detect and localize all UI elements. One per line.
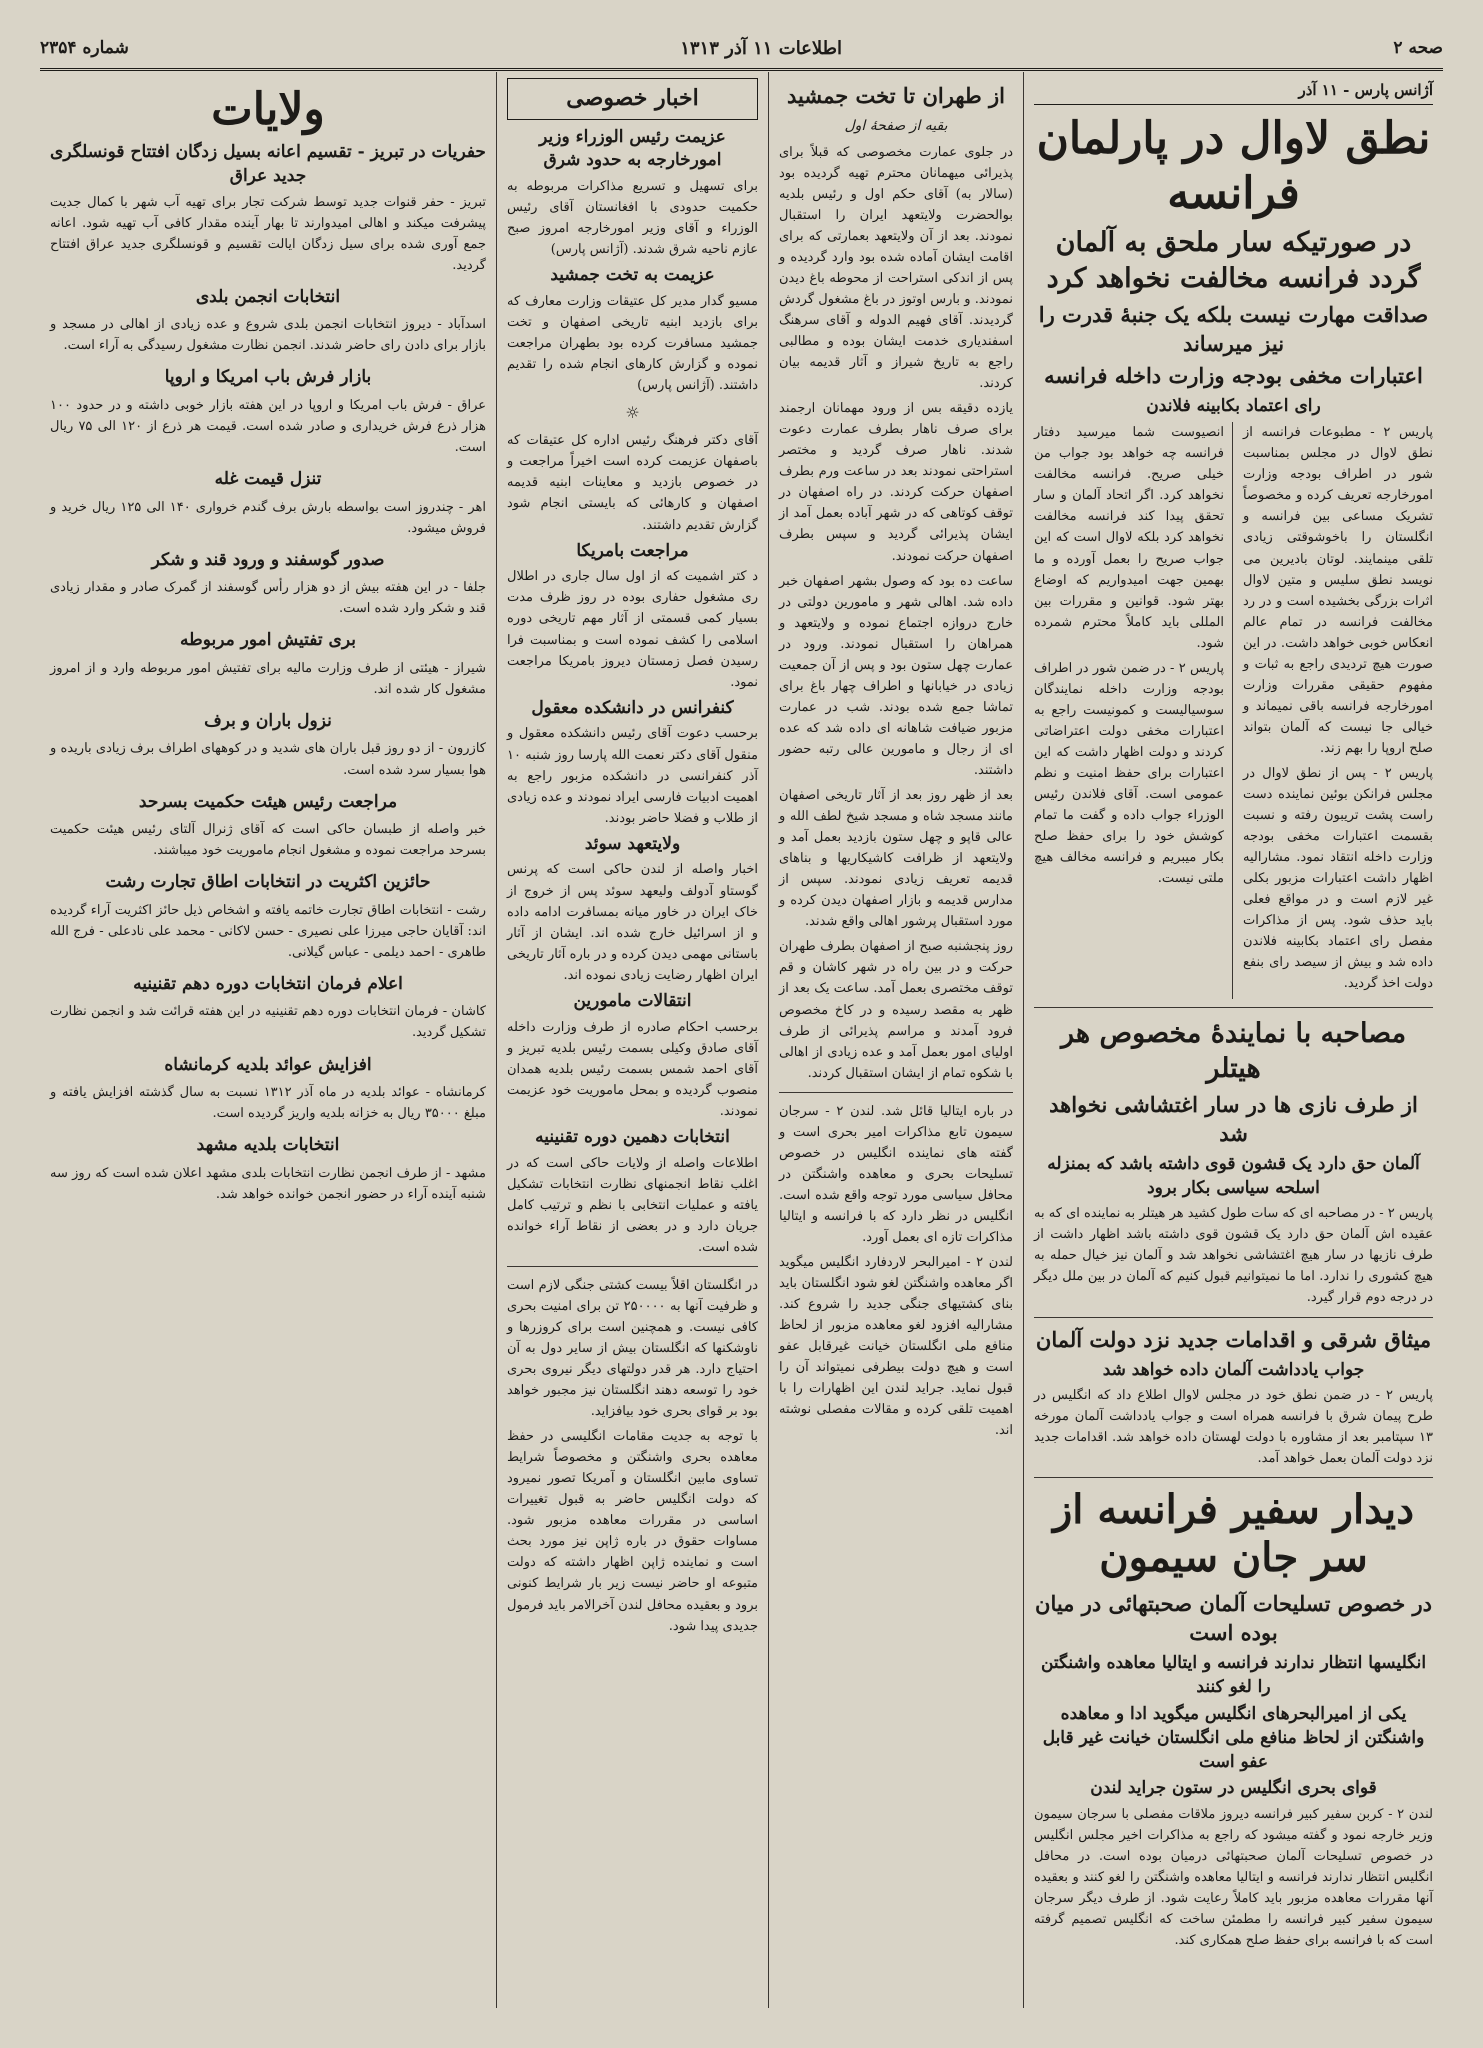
headline-rain-snow: نزول باران و برف xyxy=(204,710,332,731)
naval-continuation-2: لندن ۲ - امیرالبحر لاردفارد انگلیس میگوید اگر معاهده واشنگتن لغو شود انگلستان باید بنای کشتیهای جنگی جدید را شروع کند. مشارالیه افزود لغو معاهده مزبور از لحاظ منافع ملی انگلستان خیانت غیرقابل عفو است و هیچ دولت بیطرفی نمیتواند آن را قبول نماید. جراید لندن این اظهارات را با اهمیت تلقی کرده و مقالات مفصلی نوشته اند. xyxy=(779,1255,1013,1439)
subhead-saar: در صورتیکه سار ملحق به آلمان گردد فرانسه مخالفت نخواهد کرد xyxy=(1046,227,1421,294)
issue-number: شماره ۲۳۵۴ xyxy=(40,38,129,58)
rasht-body: رشت - انتخابات اطاق تجارت خاتمه یافته و اشخاص ذیل حائز اکثریت آراء گردیده اند: آقایان حاجی میرزا علی نصیری - حسن لاکانی - محمد علی نادعلی - فرج الله طاهری - احمد دیلمی - عباس گیلانی. xyxy=(50,902,486,960)
elections-body: اطلاعات واصله از ولایات حاکی است که در اغلب نقاط انجمنهای نظارت انتخابات تشکیل یافته و عملیات انتخابی با نظم و ترتیب کامل جریان دارد و در بعضی از نقاط آراء خوانده شده است. xyxy=(507,1155,758,1255)
headline-sweden-prince: ولایتعهد سوئد xyxy=(584,833,681,854)
section-private-news: اخبار خصوصی xyxy=(507,78,758,120)
mashhad-body: مشهد - از طرف انجمن نظارت انتخابات بلدی مشهد اعلان شده است که روز سه شنبه آینده آراء در حضور انجمن خوانده خواهد شد. xyxy=(50,1165,486,1202)
divider xyxy=(1034,1007,1433,1008)
ornament-icon: ☼ xyxy=(625,403,640,423)
headline-transfers: انتقالات مامورین xyxy=(573,990,692,1011)
municipal-body: اسدآباد - دیروز انتخابات انجمن بلدی شروع و عده زیادی از اهالی در مسجد و بازار برای دادن رای حاضر شدند. انجمن نظارت مشغول رسیدگی به آراء است. xyxy=(50,317,486,354)
ambassador-body: لندن ۲ - کربن سفیر کبیر فرانسه دیروز ملاقات مفصلی با سرجان سیمون وزیر خارجه نمود و گفته میشود که راجع به مذاکرات اخیر مجلس انگلیس در خصوص تسلیحات آلمان صحبتهائی درمیان بوده است. در محافل انگلیس انتظار ندارند فرانسه و ایتالیا معاهده واشنگتن را لغو کنند و بعقیده آنها مقررات معاهده مزبور باید کاملاً رعایت شود. از طرف دیگر سرجان سیمون سفیر کبیر فرانسه را مطمئن ساخت که انگلیس تصمیم گرفته است که با فرانسه برای حفظ صلح همکاری کند. xyxy=(1034,1807,1434,1949)
column-tehran-persepolis xyxy=(768,72,1023,2008)
subhead-army: آلمان حق دارد یک قشون قوی داشته باشد که بمنزله اسلحه سیاسی بکار برود xyxy=(1047,1153,1420,1198)
masthead-center: اطلاعات ۱۱ آذر ۱۳۱۳ xyxy=(680,37,842,59)
divider xyxy=(1034,1477,1433,1478)
pm-east-body: برای تسهیل و تسریع مذاکرات مربوطه به حکمیت حدودی با افغانستان آقای رئیس الوزراء و آقای وزیر امورخارجه امروز صبح عازم ناحیه شرق شدند. (آژانس پارس) xyxy=(507,179,758,258)
subhead-admiral: یکی از امیرالبحرهای انگلیس میگوید ادا و معاهده واشنگتن از لحاظ منافع ملی انگلستان خیانت غیر قابل عفو است xyxy=(1042,1704,1425,1772)
headline-return-america: مراجعت بامریکا xyxy=(576,540,689,561)
headline-inspection: بری تفتیش امور مربوطه xyxy=(180,630,356,651)
column-foreign-news xyxy=(1023,72,1443,2008)
eastern-pact-body: پاریس ۲ - در ضمن نطق خود در مجلس لاوال اطلاع داد که انگلیس در طرح پیمان شرق با فرانسه همراه است و جواب یادداشت آلمان مورخه ۱۳ سپتامبر بعد از مشاوره با دولت لهستان داده خواهد شد. اقدامات جدید نزد دولت آلمان بعمل خواهد آمد. xyxy=(1034,1388,1433,1467)
page-label: صحه ۲ xyxy=(1393,38,1443,58)
persepolis-body-4: بعد از ظهر روز بعد از آثار تاریخی اصفهان مانند مسجد شاه و مسجد شیخ لطف الله و عالی قاپو و چهل ستون بازدید بعمل آمد و ولایتعهد از ظرافت کاشیکاریها و بناهای قدیمه تعریف زیادی نمودند. سپس از مدارس قدیمه و بازار اصفهان دیدن کرده و مورد استقبال پرشور اهالی واقع شدند. xyxy=(779,788,1013,930)
sheep-body: جلفا - در این هفته بیش از دو هزار رأس گوسفند از گمرک صادر و مقدار زیادی قند و شکر وارد شده است. xyxy=(50,580,486,617)
headline-tehran-persepolis: از طهران تا تخت جمشید xyxy=(787,83,1005,108)
laval-article-columns xyxy=(1034,422,1433,998)
inspection-body: شیراز - هیئتی از طرف وزارت مالیه برای تفتیش امور مربوطه وارد و از امروز مشغول کار شده اند. xyxy=(50,660,486,697)
arbitration-body: خبر واصله از طبسان حاکی است که آقای ژنرال آلتای رئیس هیئت حکمیت بسرحد مراجعت نموده و مشغول انجام ماموریت خود میباشند. xyxy=(50,822,486,859)
rain-body: کازرون - از دو روز قبل باران های شدید و در کوههای اطراف برف زیادی باریده و هوا بسیار سرد شده است. xyxy=(50,741,486,778)
headline-rasht-chamber: حائزین اکثریت در انتخابات اطاق تجارت رشت xyxy=(105,872,431,893)
section-provinces: ولایات xyxy=(211,84,325,135)
subhead-armaments: در خصوص تسلیحات آلمان صحبتهائی در میان بوده است xyxy=(1035,1591,1432,1646)
kermanshah-body: کرمانشاه - عوائد بلدیه در ماه آذر ۱۳۱۲ نسبت به سال گذشته افزایش یافته و مبلغ ۳۵۰۰۰ ریال به خزانه بلدیه واریز گردیده است. xyxy=(50,1085,486,1122)
divider xyxy=(507,1266,758,1267)
subhead-naval-forces: قوای بحری انگلیس در ستون جراید لندن xyxy=(1090,1778,1377,1799)
headline-sheep-export: صدور گوسفند و ورود قند و شکر xyxy=(151,549,385,570)
headline-conference: کنفرانس در دانشکده معقول xyxy=(531,697,734,718)
headline-grain-price: تنزل قیمت غله xyxy=(214,469,322,490)
antiquities-body: آقای دکتر فرهنگ رئیس اداره کل عتیقات که باصفهان عزیمت کرده است اخیراً مراجعت و در خصوص بازدید و معاینات ابنیه قدیمه اصفهان و کارهائی که بایستی انجام شود گزارش تقدیم داشتند. xyxy=(507,433,758,533)
trip-body: مسیو گدار مدیر کل عتیقات وزارت معارف که برای بازدید ابنیه تاریخی اصفهان و تخت جمشید مسافرت کرده بود بطهران مراجعت نموده و گزارش کارهای انجام شده را تقدیم داشتند. (آژانس پارس) xyxy=(507,294,758,394)
headline-eastern-pact: میثاق شرقی و اقدامات جدید نزد دولت آلمان xyxy=(1035,1326,1432,1352)
laval-body-3: پاریس ۲ - پس از نطق لاوال در مجلس فرانکن بوئین نماینده دست راست پشت تریبون رفته و نسبت بقسمت اعتبارات مخفی بودجه وزارت داخله انتقاد نمود. مشارالیه اظهار داشت اعتبارات مزبور بکلی غیر لازم است و در مواقع فعلی باید حذف شود. پس از مذاکرات مفصل رای اعتماد بکابینه فلاندن داده شد و بیش از سیصد رای بنفع دولت اخذ گردید. xyxy=(1243,766,1433,992)
headline-pm-east: عزیمت رئیس الوزراء وزیر امورخارجه به حدود شرق xyxy=(539,126,726,171)
transfers-body: برحسب احکام صادره از طرف وزارت داخله آقای صادق وکیلی بسمت رئیس بلدیه تبریز و آقای احمد شمس بسمت رئیس بلدیه همدان منصوب گردیده و بمحل ماموریت خود عزیمت نمودند. xyxy=(507,1019,758,1119)
decree-body: کاشان - فرمان انتخابات دوره دهم تقنینیه در این هفته قرائت شد و انجمن نظارت تشکیل گردید. xyxy=(50,1004,486,1041)
subhead-nazi-saar: از طرف نازی ها در سار اغتشاشی نخواهد شد xyxy=(1049,1091,1418,1146)
column-private-news xyxy=(496,72,768,2008)
hitler-body: پاریس ۲ - در مصاحبه ای که سات طول کشید هر هیتلر به نماینده ای که به عقیده اش آلمان حق دارد یک قشون قوی داشته باشد اظهار داشت از طرف نازیها در سار هیچ اغتشاشی نخواهد شد و آلمان نیز خیال حمله به هیچ کشوری را ندارد. اما ما نمیتوانیم قبول کنیم که آلمان در بین ملل دیگر در درجه دوم قرار گیرد. xyxy=(1034,1206,1433,1306)
naval-body-1: در انگلستان اقلاً بیست کشتی جنگی لازم است و ظرفیت آنها به ۲۵۰۰۰۰ تن برای امنیت بحری کافی نیست. و همچنین است برای کروزرها و ناوشکنها که انگلستان بیش از سایر دول به آن احتیاج دارد. هر قدر دولتهای دیگر نیروی بحری خود را توسعه دهند انگلستان نیز مجبور خواهد بود بر قوای بحری خود بیافزاید. xyxy=(507,1277,759,1420)
persepolis-body-3: ساعت ده بود که وصول بشهر اصفهان خبر داده شد. اهالی شهر و مامورین دولتی در خارج دروازه اجتماع نموده و ولایتعهد و همراهان را استقبال نمودند. ورود در عمارت چهل ستون بود و پس از آن جمعیت زیادی در خیابانها و اطراف چهار باغ برای تماشا جمع شده بودند. شب در عمارت مزبور ضیافت شاهانه ای داده شد که عده ای از رجال و مامورین عالی رتبه حضور داشتند. xyxy=(779,573,1013,778)
conference-body: برحسب دعوت آقای رئیس دانشکده معقول و منقول آقای دکتر نعمت الله پارسا روز شنبه ۱۰ آذر کنفرانسی در دانشکده مزبور راجع به اهمیت ادبیات فارسی ایراد نمودند و عده زیادی از طلاب و فضلا حاضر بودند. xyxy=(507,726,758,826)
persepolis-body-5: روز پنجشنبه صبح از اصفهان بطرف طهران حرکت و در بین راه در شهر کاشان و قم توقف مختصری بعمل آمد. ساعت یک بعد از ظهر به مقصد رسیده و در کاخ مخصوص فرود آمدند و مراسم پذیرائی از طرف اولیای امور بعمل آمد و عده زیادی از اهالی با شکوه تمام از ایشان استقبال کردند. xyxy=(779,939,1013,1081)
laval-body-1: پاریس ۲ - مطبوعات فرانسه از نطق لاوال در مجلس بمناسبت شور در اطراف بودجه وزارت امورخارجه تعریف کرده و مخصوصاً تشریک مساعی بین فرانسه و انگلستان را باخوشوقتی زیادی تلقی مینمایند. لوتان بادیرین می نویسد نطق سلیس و متین لاوال اثرات بزرگی بخشیده است و در رد مخالفت فرانسه در تمام عالم انعکاس خوبی خواهد داشت. در این صورت هیچ تردیدی راجع به ثبات و مفهوم حقیقی مقررات وزارت امورخارجه فرانسه باقی نمیماند و خیالی جا نیست که آلمان بتواند صلح اروپا را بهم زند. xyxy=(1243,425,1433,756)
divider xyxy=(1034,1317,1433,1318)
subhead-budget: اعتبارات مخفی بودجه وزارت داخله فرانسه xyxy=(1044,363,1423,389)
sweden-body: اخبار واصله از لندن حاکی است که پرنس گوستاو آدولف ولیعهد سوئد پس از خروج از خاک ایران در خاور میانه بمسافرت ادامه داده و از اسرائیل خارج شده اند. ایشان از آثار باستانی مهمی دیدن کرده و در باره آثار تاریخی ایران اظهار رضایت زیادی نموده اند. xyxy=(507,862,758,983)
persepolis-body-2: یازده دقیقه بس از ورود مهمانان ارجمند برای صرف ناهار بطرف عمارت دعوت شدند. ناهار صرف گردید و مختصر استراحتی نمودند بعد در ساعت ورم بطرف اصفهان حرکت کردند. در راه اصفهان در توقف کوتاهی که در شهر آباده بعمل آمد از ایشان پذیرائی گردید و سپس بطرف اصفهان حرکت نمودند. xyxy=(779,401,1013,564)
headline-laval: نطق لاوال در پارلمان فرانسه xyxy=(1036,113,1431,220)
naval-body-2: با توجه به جدیت مقامات انگلیسی در حفظ معاهده بحری واشنگتن و مخصوصاً شرایط تساوی مابین انگلستان و آمریکا تصور نمیرود که دولت انگلیس حاضر به قبول تغییرات اساسی در مقررات معاهده مزبور شود. مساوات حقوق در باره ژاپن نیز مورد بحث است و نماینده ژاپن اظهار داشته که دولت متبوعه او حاضر نیست زیر بار شرایط کنونی برود و بعقیده محافل لندن آخرالامر باید فرمول جدیدی پیدا شود. xyxy=(507,1429,758,1634)
carpet-body: عراق - فرش باب امریکا و اروپا در این هفته بازار خوبی داشته و در حدود ۱۰۰ هزار ذرع فرش خریداری و صادر شده است. قیمت هر ذرع از ۱۲۰ الی ۷۵ ریال است. xyxy=(50,397,486,456)
headline-elections: انتخابات دهمین دوره تقنینیه xyxy=(535,1126,730,1147)
naval-continuation-1: در باره ایتالیا قائل شد. لندن ۲ - سرجان سیمون تابع مذاکرات امیر بحری است و گفته های نماینده انگلیس در خصوص تسلیحات بحری و معاهده واشنگتن در محافل سیاسی مورد توجه واقع شده است. انگلیس در نظر دارد که با فرانسه و ایتالیا مذاکرات تازه ای بعمل آورد. xyxy=(779,1103,1013,1245)
divider xyxy=(779,1092,1013,1093)
headline-ambassador: دیدار سفیر فرانسه از سر جان سیمون xyxy=(1052,1486,1415,1582)
continuation-note: بقیه از صفحهٔ اول xyxy=(844,117,948,134)
headline-trip-persepolis: عزیمت به تخت جمشید xyxy=(550,265,715,286)
headline-mashhad-elections: انتخابات بلدیه مشهد xyxy=(196,1135,340,1156)
headline-kermanshah-revenue: افزایش عوائد بلدیه کرمانشاه xyxy=(164,1054,372,1075)
grain-body: اهر - چندروز است بواسطه بارش برف گندم خرواری ۱۴۰ الی ۱۲۵ ریال خرید و فروش میشود. xyxy=(50,499,486,536)
subhead-sincerity: صداقت مهارت نیست بلکه یک جنبهٔ قدرت را نیز میرساند xyxy=(1038,301,1429,356)
headline-election-decree: اعلام فرمان انتخابات دوره دهم تقنینیه xyxy=(133,973,403,994)
headline-arbitration: مراجعت رئیس هیئت حکمیت بسرحد xyxy=(138,791,398,812)
subhead-washington-treaty: انگلیسها انتظار ندارند فرانسه و ایتالیا معاهده واشنگتن را لغو کنند xyxy=(1040,1653,1427,1698)
headline-hitler-interview: مصاحبه با نمایندهٔ مخصوص هر هیتلر xyxy=(1060,1017,1407,1085)
masthead xyxy=(40,28,1443,71)
laval-body-2: انصیوست شما میرسید دفتار فرانسه چه خواهد بود جواب من خیلی صریح. فرانسه مخالفت نخواهد کرد. اگر اتحاد آلمان و سار تحقق پیدا کند فرانسه مخالفت نخواهد کرد بلکه لاوال است که این جواب صریح را بعمل آورده و ما بهمین جهت امیدواریم که اوضاع بهتر شود. قوانین و مقررات بین المللی باید کاملاً محترم شمرده شود. xyxy=(1034,425,1224,651)
tabriz-body: تبریز - حفر قنوات جدید توسط شرکت تجار برای تهیه آب شهر با کمال جدیت پیشرفت میکند و اهالی امیدوارند تا بهار آینده مقدار کافی آب تهیه شود. اعانه جمع آوری شده برای سیل زدگان ایالت تقسیم و قونسلگری جدید عراق افتتاح گردید. xyxy=(50,194,486,273)
agency-strap: آژانس پارس - ۱۱ آذر xyxy=(1034,78,1433,105)
headline-tabriz: حفریات در تبریز - تقسیم اعانه بسیل زدگان افتتاح قونسلگری جدید عراق xyxy=(50,142,486,186)
america-body: د کتر اشمیت که از اول سال جاری در اطلال ری مشغول حفاری بوده در روز ظرف مدت بسیار کمی قسمتی از آثار مهم تاریخی دوره اسلامی را کشف نموده است و بمناسبت فرا رسیدن فصل زمستان دیروز بامریکا مراجعت نمود. xyxy=(507,569,758,690)
persepolis-body-1: در جلوی عمارت مخصوصی که قبلاً برای پذیرائی میهمانان محترم تهیه گردیده بود (سالار به) آقای حکم اول و رئیس بلدیه بوالحضرت ولایتعهد ایران را استقبال نمودند. بعد از آن ولایتعهد بعمارتی که برای اقامت ایشان آماده شده بود وارد گردیده و پس از اندکی استراحت از محوطه باغ دیدن نمودند. و بارس اوتوز در باغ مشغول گردش گردیدند. آقای فهیم الدوله و آقای سرهنگ اسفندیاری خدمت ایشان بوده و مطالبی راجع به تاریخ شیراز و آثار قدیمه بیان کردند. xyxy=(779,144,1013,392)
column-provinces xyxy=(40,72,496,2008)
subhead-german-note: جواب یادداشت آلمان داده خواهد شد xyxy=(1102,1359,1365,1380)
laval-body-4: پاریس ۲ - در ضمن شور در اطراف بودجه وزارت داخله نمایندگان سوسیالیست و کمونیست راجع به اعتبارات مخفی دولت اعتراضاتی کردند و دولت اظهار داشت که این اعتبارات برای حفظ امنیت و نظم عمومی است. آقای فلاندن رئیس الوزراء جواب داده و گفت ما تمام کوشش خود را برای حفظ صلح بکار میبریم و فرانسه مخالف هیچ ملتی نیست. xyxy=(1034,660,1224,887)
headline-municipal-elections: انتخابات انجمن بلدی xyxy=(195,286,341,307)
headline-carpet-market: بازار فرش باب امریکا و اروپا xyxy=(164,367,372,388)
subhead-vote: رای اعتماد بکابینه فلاندن xyxy=(1146,396,1321,417)
